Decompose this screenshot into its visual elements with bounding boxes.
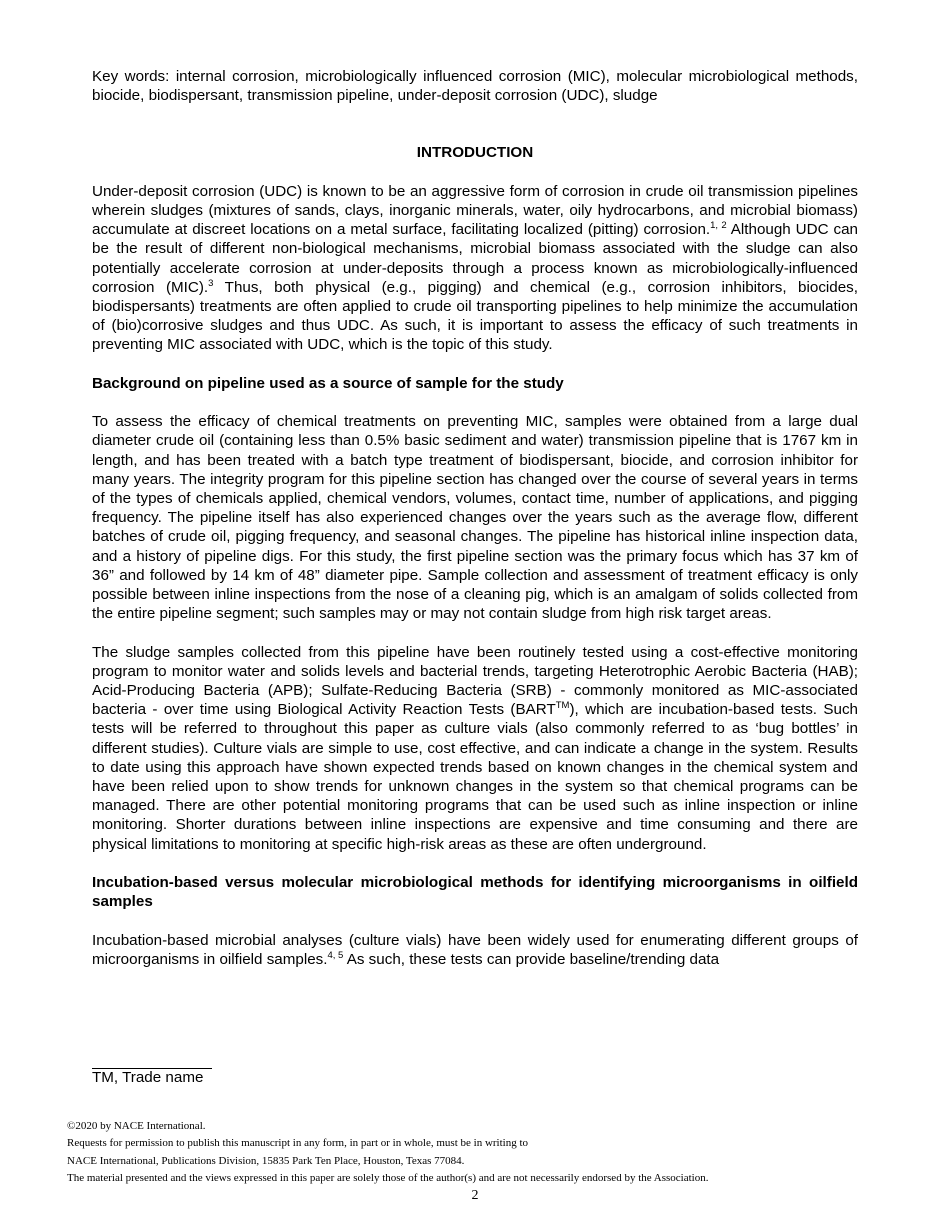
background-paragraph-1: To assess the efficacy of chemical treatments on preventing MIC, samples were obtained from a large dual diameter crude oil (containing less than 0.5% basic sediment and water) transmission pipeline that is 1767 km in length, and has been treated with a batch type treatment of biodispersant, biocide, and corrosion inhibitor for many years. The integrity program for this pipeline section has changed over the course of several years in terms of the types of chemicals applied, chemical vendors, volumes, contact time, number of applications, and pigging frequency. The pipeline itself has also experienced changes over the years such as the average flow, different batches of crude oil, pigging frequency, and seasonal changes. The pipeline has historical inline inspection data, and a history of pipeline digs. For this study, the first pipeline section was the primary focus which has 37 km of 36” and followed by 14 km of 48” diameter pipe. Sample collection and assessment of treatment efficacy is only possible between inline inspections from the nose of a cleaning pig, which is an amalgam of solids collected from the entire pipeline segment; such samples may or may not contain sludge from high risk target areas. [92, 413, 858, 623]
background-paragraph-2 [92, 643, 858, 854]
incubation-paragraph [92, 931, 858, 969]
footnote-text: TM, Trade name [92, 1069, 204, 1086]
intro-text-3: Thus, both physical (e.g., pigging) and chemical (e.g., corrosion inhibitors, biocides, biodispersants) treatments are often applied to crude oil transporting pipelines to help minimize the accumulation of (bio)corrosive sludges and thus UDC. As such, it is important to assess the efficacy of such treatments in preventing MIC associated with UDC, which is the topic of this study. [92, 278, 858, 354]
intro-text-1: Under-deposit corrosion (UDC) is known to be an aggressive form of corrosion in crude oil transmission pipelines wherein sludges (mixtures of sands, clays, inorganic minerals, water, oily hydrocarbons, and microbial biomass) accumulate at discreet locations on a metal surface, facilitating localized (pitting) corrosion. [92, 182, 858, 239]
copyright-footer [67, 1118, 883, 1188]
copyright-line: ©2020 by NACE International. [67, 1120, 206, 1132]
citation-1-2: 1, 2 [710, 220, 727, 232]
background-text-2: ), which are incubation-based tests. Such tests will be referred to throughout this paper as culture vials (also commonly referred to as ‘bug bottles’ in different studies). Culture vials are simple to use, cost effective, and can indicate a change in the system. Results to date using this approach have shown expected trends based on known changes in the chemical system and have been relied upon to show trends for unknown changes in the system so that chemical programs can be managed. There are other potential monitoring programs that can be used such as inline inspection or inline monitoring. Shorter durations between inline inspections are expensive and time consuming and there are physical limitations to monitoring at specific high-risk areas as these are often underground. [92, 701, 858, 853]
intro-text-2: Although UDC can be the result of different non-biological mechanisms, microbial biomass associated with the sludge can also potentially accelerate corrosion at under-deposits through a process known as microbiologically-influenced corrosion (MIC). [92, 221, 858, 296]
permission-line: Requests for permission to publish this manuscript in any form, in part or in whole, must be in writing to [67, 1137, 529, 1150]
background-text-1: The sludge samples collected from this pipeline have been routinely tested using a cost-effective monitoring program to monitor water and solids levels and bacterial trends, targeting Heterotrophic Aerobic Bacteria (HAB); Acid-Producing Bacteria (APB); Sulfate-Reducing Bacteria (SRB) - commonly monitored as MIC-associated bacteria - over time using Biological Activity Reaction Tests (BART [92, 643, 858, 719]
footnote-rule [92, 1056, 212, 1069]
keywords: Key words: internal corrosion, microbiologically influenced corrosion (MIC), molecular microbiological methods, biocide, biodispersant, transmission pipeline, under-deposit corrosion (UDC), sludge [92, 68, 858, 105]
introduction-paragraph [92, 182, 858, 355]
footnote [92, 1056, 392, 1087]
citation-4-5: 4, 5 [327, 949, 344, 961]
incubation-text-2: As such, these tests can provide baseline/trending data [343, 950, 720, 968]
page-number: 2 [471, 1188, 479, 1203]
disclaimer-line: The material presented and the views expressed in this paper are solely those of the author(s) and are not necessarily endorsed by the Association. [67, 1172, 709, 1185]
address-line: NACE International, Publications Division, 15835 Park Ten Place, Houston, Texas 77084. [67, 1154, 465, 1167]
paper-body [92, 67, 858, 988]
incubation-text-1: Incubation-based microbial analyses (culture vials) have been widely used for enumerating different groups of microorganisms in oilfield samples. [92, 931, 858, 968]
trademark-superscript: TM [555, 700, 570, 712]
introduction-heading: INTRODUCTION [416, 144, 534, 162]
incubation-heading: Incubation-based versus molecular microbiological methods for identifying microorganisms in oilfield samples [92, 874, 858, 911]
citation-3: 3 [208, 277, 214, 289]
background-heading: Background on pipeline used as a source of sample for the study [92, 374, 564, 392]
